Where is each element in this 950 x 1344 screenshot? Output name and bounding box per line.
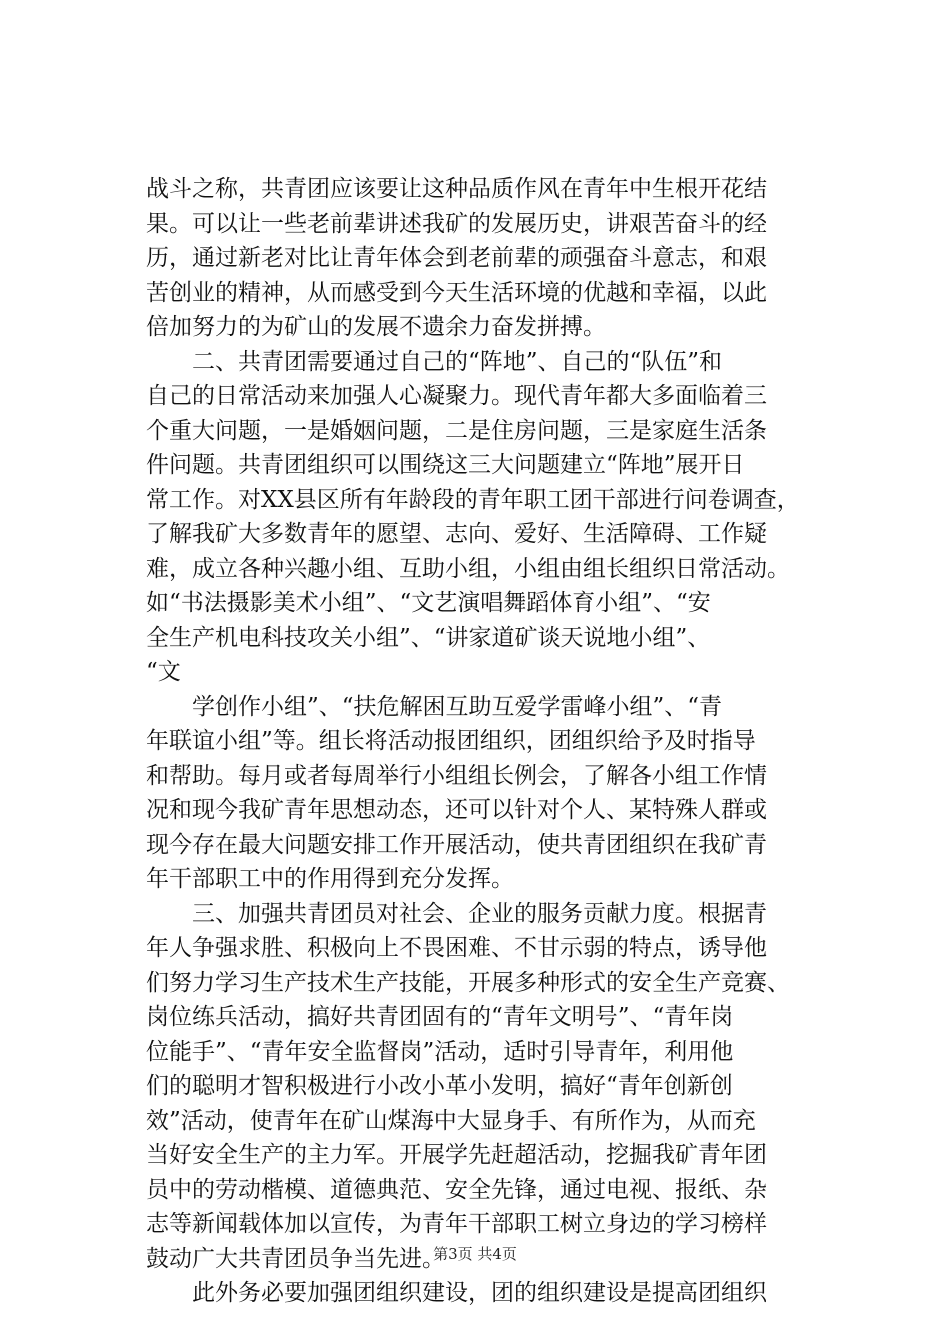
- text-line: 现今存在最大问题安排工作开展活动，使共青团组织在我矿青: [146, 831, 767, 858]
- text-line: “文: [146, 659, 181, 685]
- text-line: 了解我矿大多数青年的愿望、志向、爱好、生活障碍、工作疑: [146, 521, 767, 547]
- text-line: 当好安全生产的主力军。开展学先赶超活动，挖掘我矿青年团: [146, 1142, 767, 1168]
- text-line: 位能手”、“青年安全监督岗”活动，适时引导青年，利用他: [146, 1038, 734, 1065]
- text-line: 们努力学习生产技术生产技能，开展多种形式的安全生产竞赛、: [146, 969, 790, 996]
- text-line: 效”活动，使青年在矿山煤海中大显身手、有所作为，从而充: [146, 1107, 756, 1134]
- page-footer: 第3页 共4页: [433, 1245, 517, 1263]
- text-line: 倍加努力的为矿山的发展不遗余力奋发拼搏。: [146, 314, 606, 340]
- text-line: 如“书法摄影美术小组”、“文艺演唱舞蹈体育小组”、“安: [146, 590, 711, 616]
- text-line: 年联谊小组”等。组长将活动报团组织，团组织给予及时指导: [146, 728, 756, 754]
- text-line: 年人争强求胜、积极向上不畏困难、不甘示弱的特点，诱导他: [146, 935, 767, 961]
- text-line: 此外务必要加强团组织建设，团的组织建设是提高团组织: [192, 1280, 767, 1306]
- body-text: [146, 172, 816, 1311]
- text-line: 和帮助。每月或者每周举行小组组长例会，了解各小组工作情: [146, 762, 767, 789]
- text-line: 果。可以让一些老前辈讲述我矿的发展历史，讲艰苦奋斗的经: [146, 210, 767, 237]
- text-line: 全生产机电科技攻关小组”、“讲家道矿谈天说地小组”、: [146, 624, 711, 651]
- text-line: 志等新闻载体加以宣传，为青年干部职工树立身边的学习榜样: [146, 1211, 767, 1237]
- text-line: 苦创业的精神，从而感受到今天生活环境的优越和幸福，以此: [146, 279, 767, 306]
- text-line: 自己的日常活动来加强人心凝聚力。现代青年都大多面临着三: [146, 383, 767, 409]
- text-line: 件问题。共青团组织可以围绕这三大问题建立“阵地”展开日: [146, 452, 745, 478]
- text-line: 们的聪明才智积极进行小改小革小发明，搞好“青年创新创: [146, 1073, 733, 1099]
- text-line: 战斗之称，共青团应该要让这种品质作风在青年中生根开花结: [146, 176, 767, 202]
- text-line: 学创作小组”、“扶危解困互助互爱学雷峰小组”、“青: [192, 693, 723, 720]
- text-line: 常工作。对XX县区所有年龄段的青年职工团干部进行问卷调查，: [146, 486, 800, 513]
- text-line: 历，通过新老对比让青年体会到老前辈的顽强奋斗意志，和艰: [146, 245, 767, 271]
- text-line: 员中的劳动楷模、道德典范、安全先锋，通过电视、报纸、杂: [146, 1176, 767, 1203]
- text-line: 个重大问题，一是婚姻问题，二是住房问题，三是家庭生活条: [146, 417, 767, 444]
- text-line: 岗位练兵活动，搞好共青团固有的“青年文明号”、“青年岗: [146, 1004, 734, 1030]
- text-line: 鼓动广大共青团员争当先进。: [146, 1245, 445, 1272]
- text-line: 难，成立各种兴趣小组、互助小组，小组由组长组织日常活动。: [146, 555, 790, 582]
- text-line: 三、加强共青团员对社会、企业的服务贡献力度。根据青: [192, 900, 767, 927]
- text-line: 年干部职工中的作用得到充分发挥。: [146, 866, 514, 892]
- text-line: 二、共青团需要通过自己的“阵地”、自己的“队伍”和: [192, 348, 723, 375]
- text-line: 况和现今我矿青年思想动态，还可以针对个人、某特殊人群或: [146, 797, 767, 823]
